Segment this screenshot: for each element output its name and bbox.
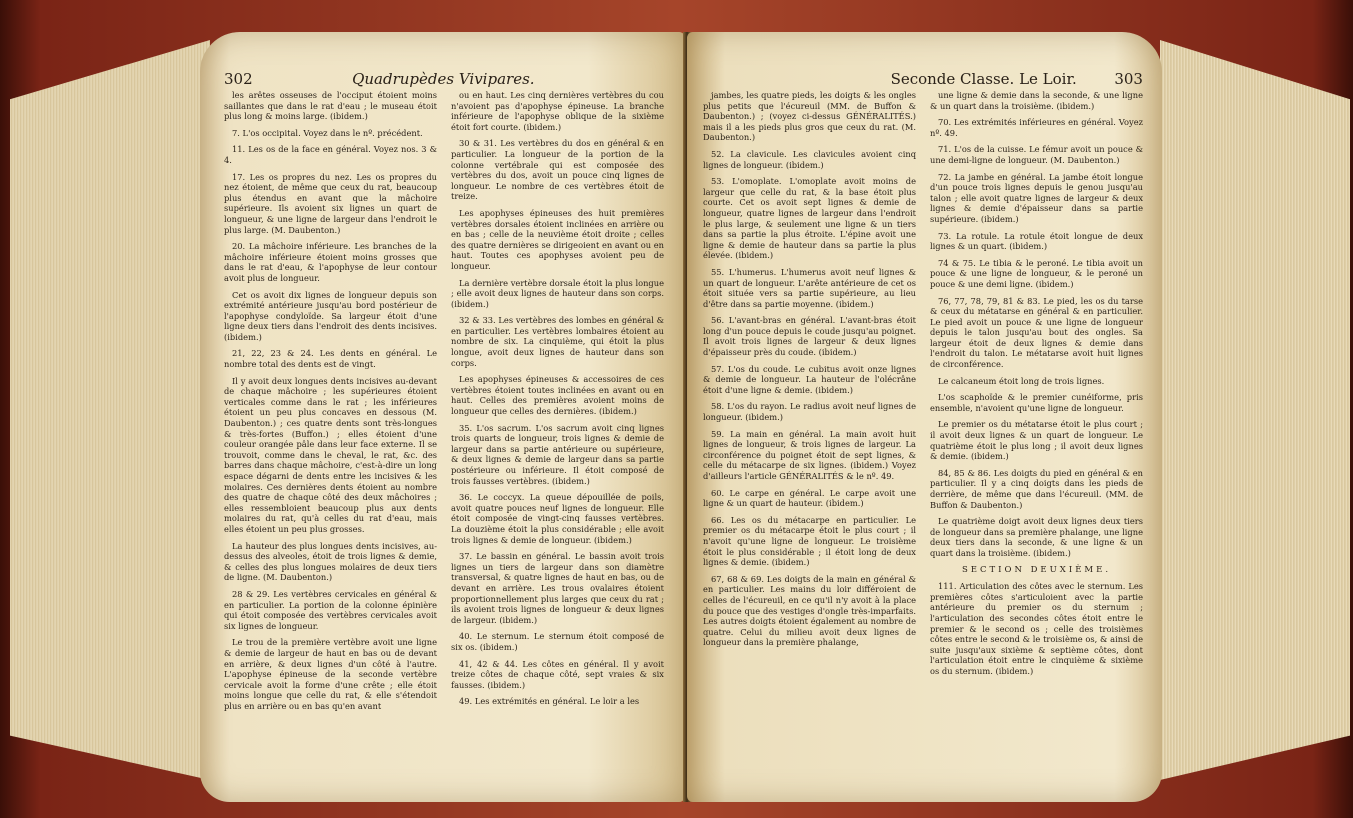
paragraph: 40. Le sternum. Le sternum étoit composé de six os. (ibidem.) [451, 631, 664, 652]
paragraph: 30 & 31. Les vertèbres du dos en général & en particulier. La longueur de la portion de la colonne vertébrale qui est composée des vertèbres du dos, avoit un pouce cinq lignes de longueur. Le nombre de ces vertèbres étoit de treize. [451, 138, 664, 202]
paragraph: 84, 85 & 86. Les doigts du pied en général & en particulier. Il y a cinq doigts dans les pieds de derrière, de même que dans l'écureuil. (MM. de Buffon & Daubenton.) [930, 467, 1143, 510]
right-page-number: 303 [1114, 70, 1143, 88]
paragraph: 55. L'humerus. L'humerus avoit neuf lignes & un quart de longueur. L'arête antérieure de cet os étoit située vers sa partie supérieure, au lieu d'être dans sa partie moyenne. (ibidem.) [703, 266, 916, 309]
paragraph: 37. Le bassin en général. Le bassin avoit trois lignes un tiers de largeur dans son diamètre transversal, & quatre lignes de haut en bas, ou de devant en arrière. Les trous ovalaires étoient proportionnellement plus larges que ceux du rat ; ils avoient trois lignes de longueur & deux lignes de largeur. (ibidem.) [451, 551, 664, 625]
paragraph: La hauteur des plus longues dents incisives, au-dessus des alveoles, étoit de trois lignes & demie, & celles des plus longues molaires de deux tiers de ligne. (M. Daubenton.) [224, 540, 437, 583]
paragraph: Les apophyses épineuses & accessoires de ces vertèbres étoient toutes inclinées en avant ou en haut. Celles des premières avoient moins de longueur que celles des dernières. (ibidem.) [451, 374, 664, 417]
section-title: SECTION DEUXIÈME. [961, 564, 1112, 575]
paragraph: 66. Les os du métacarpe en particulier. Le premier os du métacarpe étoit le plus court ; il n'avoit qu'une ligne de longueur. Le troisième étoit le plus considérable ; il étoit long de deux lignes & demie. (ibidem.) [703, 514, 916, 568]
paragraph: ou en haut. Les cinq dernières vertèbres du cou n'avoient pas d'apophyse épineuse. La branche inférieure de l'apophyse oblique de la sixième étoit fort courte. (ibidem.) [451, 90, 664, 132]
paragraph: Le premier os du métatarse étoit le plus court ; il avoit deux lignes & un quart de longueur. Le quatrième étoit le plus long ; il avoit deux lignes & demie. (ibidem.) [930, 419, 1143, 462]
paragraph: 28 & 29. Les vertèbres cervicales en général & en particulier. La portion de la colonne épinière qui étoit composée des vertèbres cervicales avoit six lignes de longueur. [224, 588, 437, 631]
paragraph: Le trou de la première vertèbre avoit une ligne & demie de largeur de haut en bas ou de devant en arrière, & deux lignes d'un côté à l'autre. L'apophyse épineuse de la seconde vertèbre cervicale avoit la forme d'une crête ; elle étoit moins longue que celle du rat, & elle s'étendoit plus en arrière ou en bas qu'en avant [224, 637, 437, 711]
right-column-1 [703, 90, 916, 683]
paragraph: Le quatrième doigt avoit deux lignes deux tiers de longueur dans sa première phalange, une ligne deux tiers dans la seconde, & une ligne & un quart dans la troisième. (ibidem.) [930, 516, 1143, 558]
paragraph: La dernière vertèbre dorsale étoit la plus longue ; elle avoit deux lignes de hauteur dans son corps. (ibidem.) [451, 277, 664, 309]
left-column-2 [451, 90, 664, 717]
right-columns [703, 90, 1143, 683]
paragraph: 32 & 33. Les vertèbres des lombes en général & en particulier. Les vertèbres lombaires étoient au nombre de six. La cinquième, qui étoit la plus longue, avoit deux lignes de hauteur dans son corps. [451, 315, 664, 368]
paragraph: Les apophyses épineuses des huit premières vertèbres dorsales étoient inclinées en arrière ou en bas ; celle de la neuvième étoit droite ; celles des quatre dernières se dirigeoient en avant ou en haut. Toutes ces apophyses avoient peu de longueur. [451, 207, 664, 271]
paragraph: Cet os avoit dix lignes de longueur depuis son extrémité antérieure jusqu'au bord postérieur de l'apophyse condyloïde. Sa largeur étoit d'une ligne deux tiers dans l'endroit des dents incisives. (ibidem.) [224, 289, 437, 342]
paragraph: 74 & 75. Le tibia & le peroné. Le tibia avoit un pouce & une ligne de longueur, & le peroné un pouce & une demi ligne. (ibidem.) [930, 257, 1143, 289]
paragraph: 36. Le coccyx. La queue dépouillée de poils, avoit quatre pouces neuf lignes de longueur. Elle étoit composée de vingt-cinq fausses vertèbres. La douzième étoit la plus considérable ; elle avoit trois lignes & demie de longueur. (ibidem.) [451, 492, 664, 545]
paragraph: 53. L'omoplate. L'omoplate avoit moins de largeur que celle du rat, & la base étoit plus courte. Cet os avoit sept lignes & demie de longueur, quatre lignes de largeur dans l'endroit le plus large, & seulement une ligne & un tiers dans sa partie la plus étroite. L'épine avoit une ligne & demie de hauteur dans sa partie la plus élevée. (ibidem.) [703, 176, 916, 261]
paragraph: Il y avoit deux longues dents incisives au-devant de chaque mâchoire ; les supérieures étoient verticales comme dans le rat ; les inférieures étoient un peu plus concaves en dessous (M. Daubenton.) ; ces quatre dents sont très-longues & très-fortes (Buffon.) ; elles étoient d'une couleur orangée pâle dans leur face externe. Il se trouvoit, comme dans le cheval, le rat, &c. des barres dans chaque mâchoire, c'est-à-dire un long espace dégarni de dents entre les incisives & les molaires. Ces dernières dents étoient au nombre des quatre de chaque côté des deux mâchoires ; elles ressembloient beaucoup plus aux dents molaires du rat, qu'à celles du rat d'eau, mais elles étoient un peu plus grosses. [224, 375, 437, 534]
paragraph: 67, 68 & 69. Les doigts de la main en général & en particulier. Les mains du loir différoient de celles de l'écureuil, en ce qu'il n'y avoit à la place du pouce que des vestiges d'ongle très-imparfaits. Les autres doigts étoient également au nombre de quatre. Celui du milieu avoit deux lignes de longueur dans la première phalange, [703, 573, 916, 648]
left-column-1 [224, 90, 437, 717]
paragraph: 11. Les os de la face en général. Voyez nos. 3 & 4. [224, 144, 437, 165]
paragraph: une ligne & demie dans la seconde, & une ligne & un quart dans la troisième. (ibidem.) [930, 90, 1143, 111]
left-running-head: Quadrupèdes Vivipares. [352, 70, 535, 88]
left-page-number: 302 [224, 70, 253, 88]
paragraph: 111. Articulation des côtes avec le sternum. Les premières côtes s'articuloient avec la partie antérieure du premier os du sternum ; l'articulation des secondes côtes étoit entre le premier & le second os ; celle des troisièmes côtes entre le second & le troisième os, & ainsi de suite jusqu'aux sixième & septième côtes, dont l'articulation étoit entre le cinquième & sixième os du sternum. (ibidem.) [930, 581, 1143, 676]
paragraph: 56. L'avant-bras en général. L'avant-bras étoit long d'un pouce depuis le coude jusqu'au poignet. Il avoit trois lignes de largeur & deux lignes d'épaisseur près du coude. (ibidem.) [703, 315, 916, 358]
paragraph: L'os scaphoïde & le premier cunéiforme, pris ensemble, n'avoient qu'une ligne de longueur. [930, 392, 1143, 413]
paragraph: 52. La clavicule. Les clavicules avoient cinq lignes de longueur. (ibidem.) [703, 148, 916, 170]
paragraph: 73. La rotule. La rotule étoit longue de deux lignes & un quart. (ibidem.) [930, 230, 1143, 252]
paragraph: 70. Les extrémités inférieures en général. Voyez nº. 49. [930, 117, 1143, 138]
paragraph: 76, 77, 78, 79, 81 & 83. Le pied, les os du tarse & ceux du métatarse en général & en particulier. Le pied avoit un pouce & une ligne de longueur depuis le talon jusqu'au bout des ongles. Sa largeur étoit de deux lignes & demie dans l'endroit du talon. Le métatarse avoit huit lignes de circonférence. [930, 295, 1143, 370]
left-page-header [224, 70, 664, 88]
right-page [687, 32, 1162, 802]
paragraph: 59. La main en général. La main avoit huit lignes de longueur, & trois lignes de largeur. La circonférence du poignet étoit de sept lignes, & celle du métacarpe de six lignes. (ibidem.) Voyez d'ailleurs l'article GÉNÉRALITÉS & le nº. 49. [703, 428, 916, 481]
paragraph: 57. L'os du coude. Le cubitus avoit onze lignes & demie de longueur. La hauteur de l'olécrâne étoit d'une ligne & demie. (ibidem.) [703, 363, 916, 395]
right-column-2 [930, 90, 1143, 683]
paragraph: jambes, les quatre pieds, les doigts & les ongles plus petits que l'écureuil (MM. de Buffon & Daubenton.) ; (voyez ci-dessus GÉNÉRALITÉS.) mais il a les pieds plus gros que ceux du rat. (M. Daubenton.) [703, 90, 916, 143]
paragraph: 58. L'os du rayon. Le radius avoit neuf lignes de longueur. (ibidem.) [703, 401, 916, 423]
paragraph: 72. La jambe en général. La jambe étoit longue d'un pouce trois lignes depuis le genou jusqu'au talon ; elle avoit quatre lignes de largeur & deux lignes & demie d'épaisseur dans sa partie supérieure. (ibidem.) [930, 171, 1143, 224]
paragraph: 71. L'os de la cuisse. Le fémur avoit un pouce & une demi-ligne de longueur. (M. Daubenton.) [930, 144, 1143, 165]
paragraph: 17. Les os propres du nez. Les os propres du nez étoient, de même que ceux du rat, beaucoup plus étendus en avant que la mâchoire supérieure. Ils avoient six lignes un quart de longueur, & une ligne de largeur dans l'endroit le plus large. (M. Daubenton.) [224, 171, 437, 235]
left-columns [224, 90, 664, 717]
left-page [200, 32, 685, 802]
paragraph: 49. Les extrémités en général. Le loir a les [459, 696, 640, 707]
right-page-edges [1160, 40, 1350, 780]
paragraph: 41, 42 & 44. Les côtes en général. Il y avoit treize côtes de chaque côté, sept vraies & six fausses. (ibidem.) [451, 658, 664, 690]
left-page-edges [10, 40, 210, 780]
paragraph: Le calcaneum étoit long de trois lignes. [938, 375, 1105, 386]
right-page-header [703, 70, 1143, 88]
paragraph: 35. L'os sacrum. L'os sacrum avoit cinq lignes trois quarts de longueur, trois lignes & demie de largeur dans sa partie antérieure ou supérieure, & deux lignes & demie de largeur dans sa partie postérieure ou inférieure. Il étoit composé de trois fausses vertèbres. (ibidem.) [451, 422, 664, 486]
paragraph: 20. La mâchoire inférieure. Les branches de la mâchoire inférieure étoient moins grosses que dans le rat d'eau, & l'apophyse de leur contour avoit plus de longueur. [224, 241, 437, 283]
paragraph: 21, 22, 23 & 24. Les dents en général. Le nombre total des dents est de vingt. [224, 348, 437, 370]
right-running-head: Seconde Classe. Le Loir. [890, 70, 1077, 88]
paragraph: 60. Le carpe en général. Le carpe avoit une ligne & un quart de hauteur. (ibidem.) [703, 487, 916, 509]
paragraph: 7. L'os occipital. Voyez dans le nº. précédent. [232, 127, 423, 138]
paragraph: les arêtes osseuses de l'occiput étoient moins saillantes que dans le rat d'eau ; le museau étoit plus long & moins large. (ibidem.) [224, 90, 437, 122]
